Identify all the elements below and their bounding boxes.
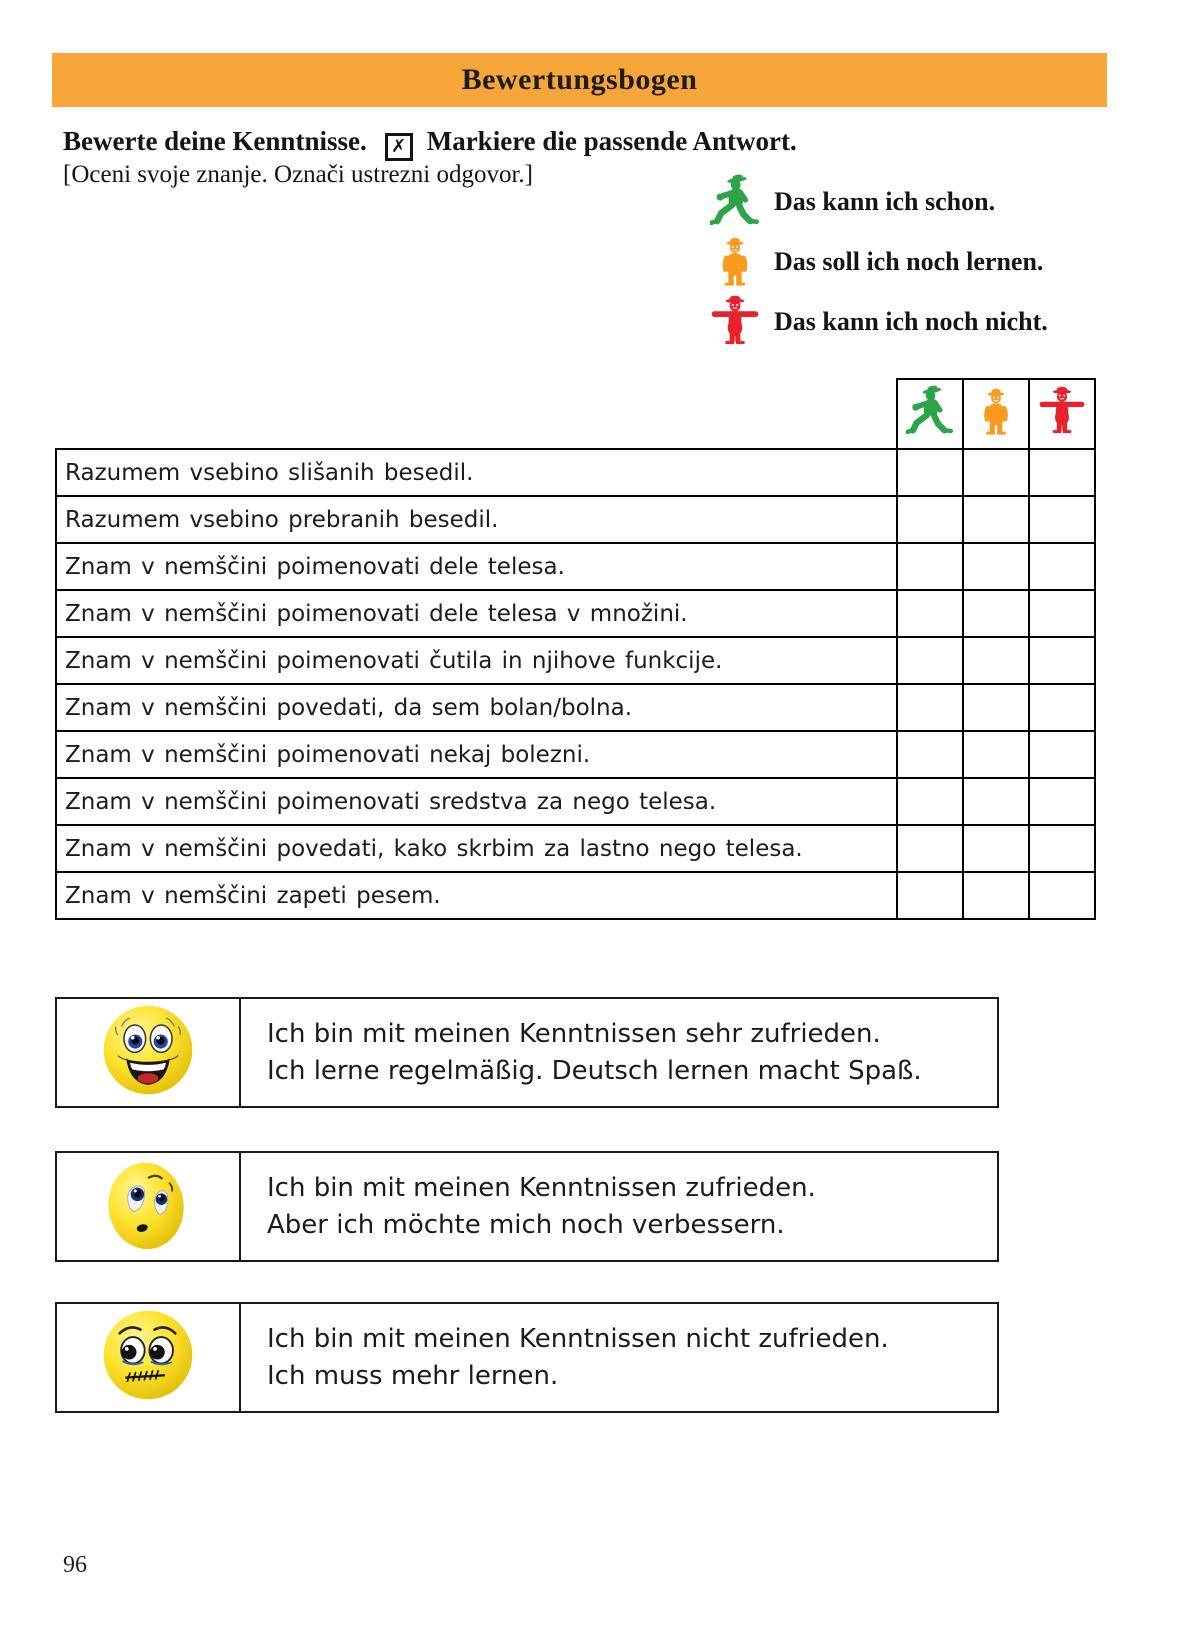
- answer-cell-red[interactable]: [1029, 872, 1095, 919]
- table-row: [56, 825, 1095, 872]
- red-halt-man-icon: [706, 295, 764, 349]
- green-walking-man-icon: [706, 174, 764, 230]
- answer-cell-red[interactable]: [1029, 543, 1095, 590]
- answer-cell-red[interactable]: [1029, 590, 1095, 637]
- feedback-box-very-satisfied[interactable]: [55, 997, 999, 1108]
- answer-cell-green[interactable]: [897, 731, 963, 778]
- statement-label: Razumem vsebino slišanih besedil.: [56, 449, 897, 496]
- answer-cell-orange[interactable]: [963, 825, 1029, 872]
- answer-cell-red[interactable]: [1029, 637, 1095, 684]
- table-row: [56, 778, 1095, 825]
- zipped-mouth-smiley-icon: [99, 1306, 197, 1409]
- answer-cell-orange[interactable]: [963, 872, 1029, 919]
- answer-cell-red[interactable]: [1029, 449, 1095, 496]
- answer-cell-orange[interactable]: [963, 637, 1029, 684]
- statement-label: Znam v nemščini povedati, kako skrbim za lastno nego telesa.: [56, 825, 897, 872]
- answer-cell-orange[interactable]: [963, 449, 1029, 496]
- legend-item-still-learning: [706, 232, 1048, 292]
- feedback-icon-cell: [57, 1304, 241, 1411]
- feedback-line: Ich bin mit meinen Kenntnissen zufrieden.: [267, 1172, 816, 1203]
- table-header-row: [56, 379, 1095, 449]
- feedback-text: [241, 1304, 997, 1411]
- legend-label: Das kann ich schon.: [774, 187, 996, 216]
- legend-item-can-already: [706, 172, 1048, 232]
- answer-cell-green[interactable]: [897, 872, 963, 919]
- feedback-icon-cell: [57, 999, 241, 1106]
- answer-cell-green[interactable]: [897, 496, 963, 543]
- answer-cell-red[interactable]: [1029, 684, 1095, 731]
- header-spacer: [56, 379, 897, 449]
- column-header-green: [897, 379, 963, 449]
- statement-label: Znam v nemščini poimenovati dele telesa.: [56, 543, 897, 590]
- answer-legend: [706, 172, 1048, 352]
- page-number: 96: [63, 1552, 87, 1578]
- answer-cell-red[interactable]: [1029, 731, 1095, 778]
- orange-standing-man-icon: [974, 423, 1018, 442]
- feedback-line: Ich bin mit meinen Kenntnissen sehr zufrieden.: [267, 1018, 881, 1049]
- feedback-box-satisfied[interactable]: [55, 1151, 999, 1262]
- feedback-icon-cell: [57, 1153, 241, 1260]
- column-header-red: [1029, 379, 1095, 449]
- feedback-box-not-satisfied[interactable]: [55, 1302, 999, 1413]
- statement-label: Znam v nemščini zapeti pesem.: [56, 872, 897, 919]
- instruction-german-part1: Bewerte deine Kenntnisse.: [63, 126, 367, 156]
- table-row: [56, 543, 1095, 590]
- statement-label: Znam v nemščini poimenovati nekaj bolezni.: [56, 731, 897, 778]
- answer-cell-green[interactable]: [897, 778, 963, 825]
- answer-cell-green[interactable]: [897, 590, 963, 637]
- statement-label: Razumem vsebino prebranih besedil.: [56, 496, 897, 543]
- feedback-text: [241, 999, 997, 1106]
- happy-smiley-icon: [99, 1001, 197, 1104]
- legend-label: Das soll ich noch lernen.: [774, 247, 1044, 276]
- green-walking-man-icon: [906, 424, 954, 443]
- answer-cell-green[interactable]: [897, 449, 963, 496]
- feedback-line: Ich muss mehr lernen.: [267, 1360, 559, 1391]
- red-halt-man-icon: [1039, 423, 1085, 442]
- table-row: [56, 590, 1095, 637]
- ballot-box-x-icon: ✗: [385, 133, 413, 161]
- feedback-text: [241, 1153, 997, 1260]
- feedback-line: Ich lerne regelmäßig. Deutsch lernen macht Spaß.: [267, 1055, 922, 1086]
- column-header-orange: [963, 379, 1029, 449]
- table-row: [56, 449, 1095, 496]
- answer-cell-orange[interactable]: [963, 543, 1029, 590]
- answer-cell-orange[interactable]: [963, 778, 1029, 825]
- table-row: [56, 872, 1095, 919]
- answer-cell-red[interactable]: [1029, 496, 1095, 543]
- answer-cell-orange[interactable]: [963, 590, 1029, 637]
- statement-label: Znam v nemščini povedati, da sem bolan/bolna.: [56, 684, 897, 731]
- answer-cell-green[interactable]: [897, 684, 963, 731]
- orange-standing-man-icon: [706, 236, 764, 288]
- instruction-line: [63, 126, 797, 161]
- legend-item-cannot-yet: [706, 292, 1048, 352]
- legend-label: Das kann ich noch nicht.: [774, 307, 1048, 336]
- title-bar: [52, 53, 1107, 107]
- feedback-line: Aber ich möchte mich noch verbessern.: [267, 1209, 785, 1240]
- statement-label: Znam v nemščini poimenovati dele telesa v množini.: [56, 590, 897, 637]
- table-row: [56, 637, 1095, 684]
- feedback-line: Ich bin mit meinen Kenntnissen nicht zufrieden.: [267, 1323, 889, 1354]
- table-row: [56, 684, 1095, 731]
- worried-smiley-icon: [98, 1154, 198, 1259]
- answer-cell-orange[interactable]: [963, 496, 1029, 543]
- answer-cell-orange[interactable]: [963, 684, 1029, 731]
- answer-cell-red[interactable]: [1029, 825, 1095, 872]
- answer-cell-red[interactable]: [1029, 778, 1095, 825]
- self-evaluation-table: [55, 378, 1096, 920]
- answer-cell-green[interactable]: [897, 825, 963, 872]
- answer-cell-green[interactable]: [897, 543, 963, 590]
- table-row: [56, 731, 1095, 778]
- instruction-slovenian: [Oceni svoje znanje. Označi ustrezni odgovor.]: [63, 161, 533, 188]
- page-title: Bewertungsbogen: [461, 63, 698, 96]
- answer-cell-orange[interactable]: [963, 731, 1029, 778]
- instruction-german-part2: Markiere die passende Antwort.: [426, 126, 797, 156]
- statement-label: Znam v nemščini poimenovati čutila in njihove funkcije.: [56, 637, 897, 684]
- table-row: [56, 496, 1095, 543]
- statement-label: Znam v nemščini poimenovati sredstva za nego telesa.: [56, 778, 897, 825]
- answer-cell-green[interactable]: [897, 637, 963, 684]
